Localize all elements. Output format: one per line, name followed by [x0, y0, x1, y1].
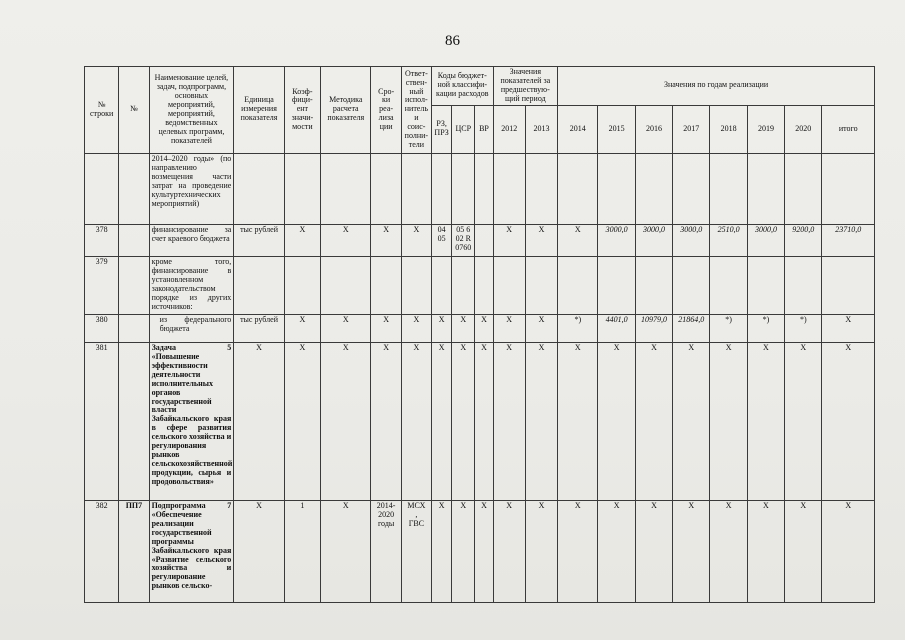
header-unit: Единица измерения показателя — [234, 67, 284, 154]
cell-method: X — [321, 500, 371, 602]
cell-2018: X — [710, 342, 747, 500]
cell-total: X — [822, 342, 875, 500]
cell-no — [119, 224, 149, 256]
header-2020: 2020 — [785, 105, 822, 153]
cell-2018 — [710, 256, 747, 314]
cell-rz: 04 05 — [432, 224, 452, 256]
cell-unit: тыс рублей — [234, 224, 284, 256]
cell-no — [119, 153, 149, 224]
cell-rz: X — [432, 342, 452, 500]
cell-2019: 3000,0 — [747, 224, 784, 256]
cell-2017: 3000,0 — [673, 224, 710, 256]
table-row — [85, 314, 875, 342]
cell-method: X — [321, 314, 371, 342]
cell-2012 — [493, 153, 525, 224]
cell-total — [822, 153, 875, 224]
cell-2018: X — [710, 500, 747, 602]
table-row — [85, 224, 875, 256]
cell-row-no: 379 — [85, 256, 119, 314]
cell-2012: X — [493, 500, 525, 602]
header-year-values: Значения по годам реализации — [558, 67, 875, 106]
cell-executor — [401, 256, 431, 314]
cell-terms: X — [371, 314, 401, 342]
cell-2017 — [673, 256, 710, 314]
header-2012: 2012 — [493, 105, 525, 153]
table-row — [85, 153, 875, 224]
cell-2016: 3000,0 — [635, 224, 672, 256]
cell-no — [119, 256, 149, 314]
cell-2020: X — [785, 342, 822, 500]
cell-unit — [234, 256, 284, 314]
cell-name: из федерального бюджета — [149, 314, 234, 342]
cell-method: X — [321, 342, 371, 500]
header-2018: 2018 — [710, 105, 747, 153]
cell-coef: X — [284, 224, 320, 256]
cell-2013 — [525, 153, 557, 224]
header-name: Наименование целей, задач, подпрограмм, основных мероприятий, мероприятий, ведомственных целевых программ, показателей — [149, 67, 234, 154]
cell-2017: X — [673, 500, 710, 602]
cell-row-no: 381 — [85, 342, 119, 500]
cell-2018 — [710, 153, 747, 224]
cell-row-no: 382 — [85, 500, 119, 602]
header-prev-values: Значения показателей за предшествую- щий период — [493, 67, 558, 106]
cell-total: X — [822, 500, 875, 602]
cell-executor: X — [401, 314, 431, 342]
table-row — [85, 342, 875, 500]
cell-2014 — [558, 153, 598, 224]
cell-rz — [432, 256, 452, 314]
cell-vr: X — [475, 500, 493, 602]
cell-coef — [284, 153, 320, 224]
cell-2012 — [493, 256, 525, 314]
cell-csr: X — [452, 342, 475, 500]
cell-unit: X — [234, 500, 284, 602]
cell-no — [119, 314, 149, 342]
header-csr: ЦСР — [452, 105, 475, 153]
header-2016: 2016 — [635, 105, 672, 153]
cell-total — [822, 256, 875, 314]
cell-row-no — [85, 153, 119, 224]
header-method: Методика расчета показателя — [321, 67, 371, 154]
cell-vr — [475, 153, 493, 224]
cell-vr: X — [475, 314, 493, 342]
cell-total: 23710,0 — [822, 224, 875, 256]
header-total: итого — [822, 105, 875, 153]
cell-2014: X — [558, 342, 598, 500]
cell-2012: X — [493, 314, 525, 342]
cell-unit: тыс рублей — [234, 314, 284, 342]
cell-2015: X — [598, 342, 635, 500]
header-2014: 2014 — [558, 105, 598, 153]
cell-executor: МСХ , ГВС — [401, 500, 431, 602]
cell-name: Подпрограмма 7 «Обеспечение реализации государственной программы Забайкальского края «Развитие сельского хозяйства и регулирование рынков сельско- — [149, 500, 234, 602]
cell-2020 — [785, 256, 822, 314]
cell-csr: X — [452, 314, 475, 342]
cell-2012: X — [493, 224, 525, 256]
cell-terms: 2014- 2020 годы — [371, 500, 401, 602]
cell-2016: 10979,0 — [635, 314, 672, 342]
cell-2013 — [525, 256, 557, 314]
cell-coef: 1 — [284, 500, 320, 602]
cell-2018: *) — [710, 314, 747, 342]
cell-terms — [371, 256, 401, 314]
cell-2020 — [785, 153, 822, 224]
cell-2017 — [673, 153, 710, 224]
cell-2013: X — [525, 314, 557, 342]
cell-terms — [371, 153, 401, 224]
cell-csr: 05 6 02 R 0760 — [452, 224, 475, 256]
cell-vr: X — [475, 342, 493, 500]
header-no: № — [119, 67, 149, 154]
cell-2013: X — [525, 224, 557, 256]
cell-2015: 3000,0 — [598, 224, 635, 256]
cell-csr: X — [452, 500, 475, 602]
cell-unit — [234, 153, 284, 224]
cell-method — [321, 256, 371, 314]
header-budget-codes: Коды бюджет- ной классифи- кации расходов — [432, 67, 494, 106]
cell-2016 — [635, 153, 672, 224]
cell-2014: *) — [558, 314, 598, 342]
header-row-no: № строки — [85, 67, 119, 154]
cell-unit: X — [234, 342, 284, 500]
cell-name: кроме того, финансирование в установленном законодательством порядке из других источников: — [149, 256, 234, 314]
cell-2015 — [598, 256, 635, 314]
cell-2014: X — [558, 224, 598, 256]
cell-2014 — [558, 256, 598, 314]
header-coef: Коэф- фици- ент значи- мости — [284, 67, 320, 154]
cell-2012: X — [493, 342, 525, 500]
cell-2019 — [747, 153, 784, 224]
cell-coef: X — [284, 314, 320, 342]
header-2019: 2019 — [747, 105, 784, 153]
cell-2019: *) — [747, 314, 784, 342]
cell-rz — [432, 153, 452, 224]
cell-vr — [475, 256, 493, 314]
header-2015: 2015 — [598, 105, 635, 153]
cell-name: Задача 5 «Повышение эффективности деятельности исполнительных органов государственной власти Забайкальского края в сфере развития сельского хозяйства и регулирования рынков сельскохозяйственной продукции, сырья и продовольствия» — [149, 342, 234, 500]
cell-coef: X — [284, 342, 320, 500]
cell-2016: X — [635, 500, 672, 602]
page-number: 86 — [445, 33, 460, 49]
cell-2015: 4401,0 — [598, 314, 635, 342]
header-vr: ВР — [475, 105, 493, 153]
cell-2015 — [598, 153, 635, 224]
cell-rz: X — [432, 500, 452, 602]
cell-2017: X — [673, 342, 710, 500]
cell-2020: *) — [785, 314, 822, 342]
cell-2015: X — [598, 500, 635, 602]
indicators-table — [84, 66, 875, 603]
cell-row-no: 378 — [85, 224, 119, 256]
header-rz: РЗ, ПРЗ — [432, 105, 452, 153]
cell-2020: 9200,0 — [785, 224, 822, 256]
cell-executor: X — [401, 342, 431, 500]
cell-name: финансирование за счет краевого бюджета — [149, 224, 234, 256]
cell-executor — [401, 153, 431, 224]
cell-row-no: 380 — [85, 314, 119, 342]
header-2013: 2013 — [525, 105, 557, 153]
cell-no — [119, 342, 149, 500]
cell-2019 — [747, 256, 784, 314]
cell-2016 — [635, 256, 672, 314]
cell-2016: X — [635, 342, 672, 500]
header-executor: Ответ- ствен- ный испол- нитель и соис- полни- тели — [401, 67, 431, 154]
cell-method — [321, 153, 371, 224]
cell-total: X — [822, 314, 875, 342]
table-row — [85, 500, 875, 602]
cell-terms: X — [371, 224, 401, 256]
cell-2013: X — [525, 342, 557, 500]
cell-2020: X — [785, 500, 822, 602]
cell-terms: X — [371, 342, 401, 500]
cell-executor: X — [401, 224, 431, 256]
cell-2019: X — [747, 500, 784, 602]
header-terms: Сро- ки реа- лиза ции — [371, 67, 401, 154]
cell-coef — [284, 256, 320, 314]
cell-2017: 21864,0 — [673, 314, 710, 342]
cell-2014: X — [558, 500, 598, 602]
cell-2018: 2510,0 — [710, 224, 747, 256]
cell-name: 2014–2020 годы» (по направлению возмещения части затрат на проведение культуртехнических мероприятий) — [149, 153, 234, 224]
cell-no: ПП7 — [119, 500, 149, 602]
cell-2013: X — [525, 500, 557, 602]
header-2017: 2017 — [673, 105, 710, 153]
cell-vr — [475, 224, 493, 256]
cell-csr — [452, 153, 475, 224]
table-row — [85, 256, 875, 314]
cell-csr — [452, 256, 475, 314]
cell-method: X — [321, 224, 371, 256]
cell-rz: X — [432, 314, 452, 342]
cell-2019: X — [747, 342, 784, 500]
